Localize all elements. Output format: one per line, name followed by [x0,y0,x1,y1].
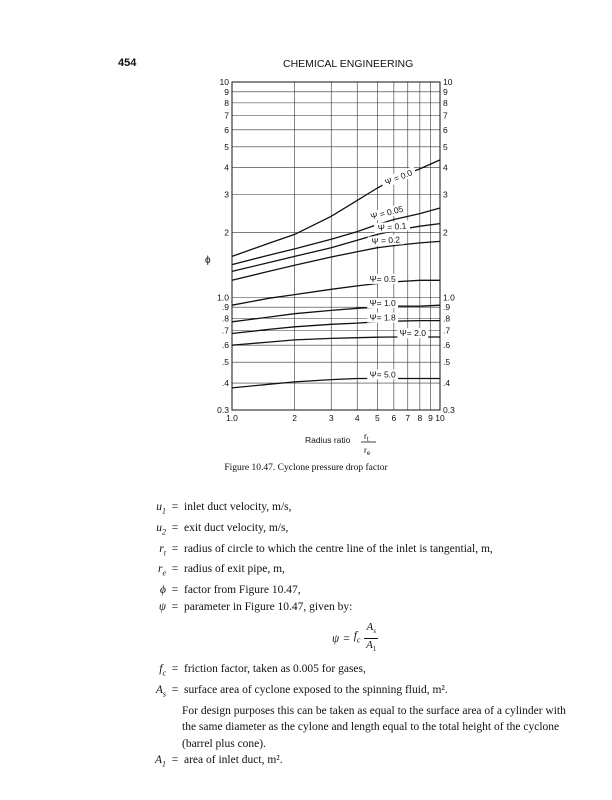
y-tick-label-left: .9 [221,302,229,313]
definition-row [130,682,570,703]
definition-symbol: $r_e$ [157,563,166,578]
x-tick-label: 9 [428,413,433,423]
definition-text: friction factor, taken as 0.005 for gases, [184,663,366,676]
definition-equals: = [171,663,179,676]
y-tick-label-left: 7 [224,110,229,121]
ratio-numerator-sub: t [366,437,369,443]
curve-label: Ψ = 0.1 [377,220,407,234]
curve-label: Ψ= 5.0 [369,369,396,380]
curve-series [232,241,440,280]
y-tick-label-right: 2 [443,227,448,238]
formula-num: A [366,621,374,634]
y-tick-label-left: 4 [224,162,229,173]
curve-series [232,224,440,272]
curve-label: Ψ = 0.0 [383,167,414,188]
curve-labels [366,166,428,379]
y-tick-label-right: 1.0 [443,292,455,303]
definition-text: radius of exit pipe, m, [184,563,285,576]
formula-num-sub: s [373,627,376,636]
definitions-block [130,499,570,773]
x-tick-label: 2 [292,413,297,423]
definition-row [130,599,570,616]
definition-equals: = [171,754,179,767]
y-tick-label-left: 1.0 [217,292,229,303]
curve-label: Ψ= 1.0 [369,298,396,309]
y-tick-label-right: 6 [443,124,448,135]
definition-text: exit duct velocity, m/s, [184,521,289,534]
definition-symbol: $A_s$ [155,683,166,699]
definition-symbol: $u_1$ [156,501,166,516]
svg-text:rt [364,431,369,443]
curve-series [232,280,440,305]
definition-row [130,582,570,599]
definition-row [130,520,570,541]
definition-row [130,561,570,582]
y-tick-label-right: 5 [443,141,448,152]
ratio-numerator: r [364,431,367,441]
ratio-denominator-sub: e [366,451,371,457]
y-tick-label-left: 5 [224,141,229,152]
y-tick-label-left: 9 [224,86,229,97]
y-tick-label-right: .7 [443,325,451,336]
y-tick-label-right: 4 [443,162,448,173]
curve-label: Ψ = 0.2 [371,234,401,247]
definition-row [130,661,570,682]
y-tick-label-right: .8 [443,313,451,324]
definition-text: factor from Figure 10.47, [184,584,301,597]
chart-curves [232,160,440,388]
definition-text: parameter in Figure 10.47, given by: [184,600,353,613]
figure-caption: Figure 10.47. Cyclone pressure drop factor [224,463,388,473]
y-tick-label-left: 0.3 [217,405,229,415]
definition-text: radius of circle to which the centre line of the inlet is tangential, m, [184,542,493,555]
formula-fraction [364,621,377,656]
y-tick-label-right: 7 [443,110,448,121]
x-tick-label: 7 [405,413,411,423]
y-tick-label-left: .8 [221,313,229,324]
x-tick-label: 1.0 [226,413,238,423]
design-note: For design purposes this can be taken as equal to the surface area of a cylinder with the same diameter as the cylone and length equal to the total height of the cyclone (barrel plus cone). [182,704,566,750]
y-tick-label-left: .4 [221,378,229,389]
formula-factor: f [353,630,357,643]
y-tick-label-right: 9 [443,86,448,97]
curve-series [232,305,440,322]
formula-lhs: ψ [332,632,340,645]
y-tick-label-left: .6 [221,340,229,351]
definition-symbol: ϕ [160,584,166,597]
y-tick-label-right: 8 [443,97,448,108]
definition-row [130,752,570,773]
y-tick-label-right: 3 [443,189,448,200]
x-tick-label: 8 [417,413,423,423]
definition-text: surface area of cyclone exposed to the spinning fluid, m². [184,683,448,696]
x-axis-label: Radius ratio [305,435,351,445]
y-tick-label-left: .7 [221,325,229,336]
curve-label: Ψ= 2.0 [399,328,426,339]
x-tick-label: 6 [391,413,397,423]
y-tick-label-right: .6 [443,340,451,351]
curve-label: Ψ = 0.05 [369,203,405,222]
y-tick-label-left: 2 [224,227,229,238]
definition-symbol: $r_t$ [159,542,166,557]
y-tick-label-right: .4 [443,378,451,389]
psi-formula [130,621,570,653]
axis-ticks [217,77,455,423]
y-tick-label-left: .5 [221,357,229,368]
formula-equals: = [343,632,350,645]
y-axis-label: ϕ [205,255,211,266]
svg-text:re [364,445,371,457]
formula-den: A [366,639,373,652]
formula-den-sub: 1 [372,645,377,654]
definition-equals: = [171,542,179,555]
definition-text: inlet duct velocity, m/s, [184,501,292,513]
definition-row [130,499,570,520]
definition-equals: = [171,521,179,534]
y-tick-label-right: 10 [443,77,453,87]
radius-ratio-fraction [361,431,376,457]
definition-symbol: $A_1$ [154,754,166,769]
definition-row [130,541,570,562]
y-tick-label-left: 6 [224,124,229,135]
x-tick-label: 10 [435,413,445,423]
definition-text: area of inlet duct, m². [184,754,283,767]
definition-equals: = [171,584,179,597]
running-head: CHEMICAL ENGINEERING [283,58,414,70]
y-tick-label-right: 0.3 [443,405,455,415]
x-tick-label: 4 [354,413,360,423]
curve-label: Ψ= 0.5 [369,273,396,284]
formula-factor-sub: c [356,635,361,645]
definition-symbol: ψ [158,600,166,613]
definition-symbol: $f_c$ [159,663,166,678]
x-tick-label: 3 [328,413,334,423]
definition-equals: = [171,683,179,696]
definition-symbol: $u_2$ [156,521,166,537]
definition-equals: = [171,501,179,513]
ratio-denominator: r [364,445,367,455]
y-tick-label-left: 8 [224,97,229,108]
y-tick-label-right: .5 [443,357,451,368]
page-number: 454 [118,57,137,69]
definition-equals: = [171,563,179,576]
y-tick-label-left: 10 [219,77,229,87]
y-tick-label-left: 3 [224,189,229,200]
y-tick-label-right: .9 [443,302,451,313]
definition-equals: = [171,600,179,613]
x-tick-label: 5 [375,413,380,423]
curve-label: Ψ= 1.8 [369,312,396,323]
